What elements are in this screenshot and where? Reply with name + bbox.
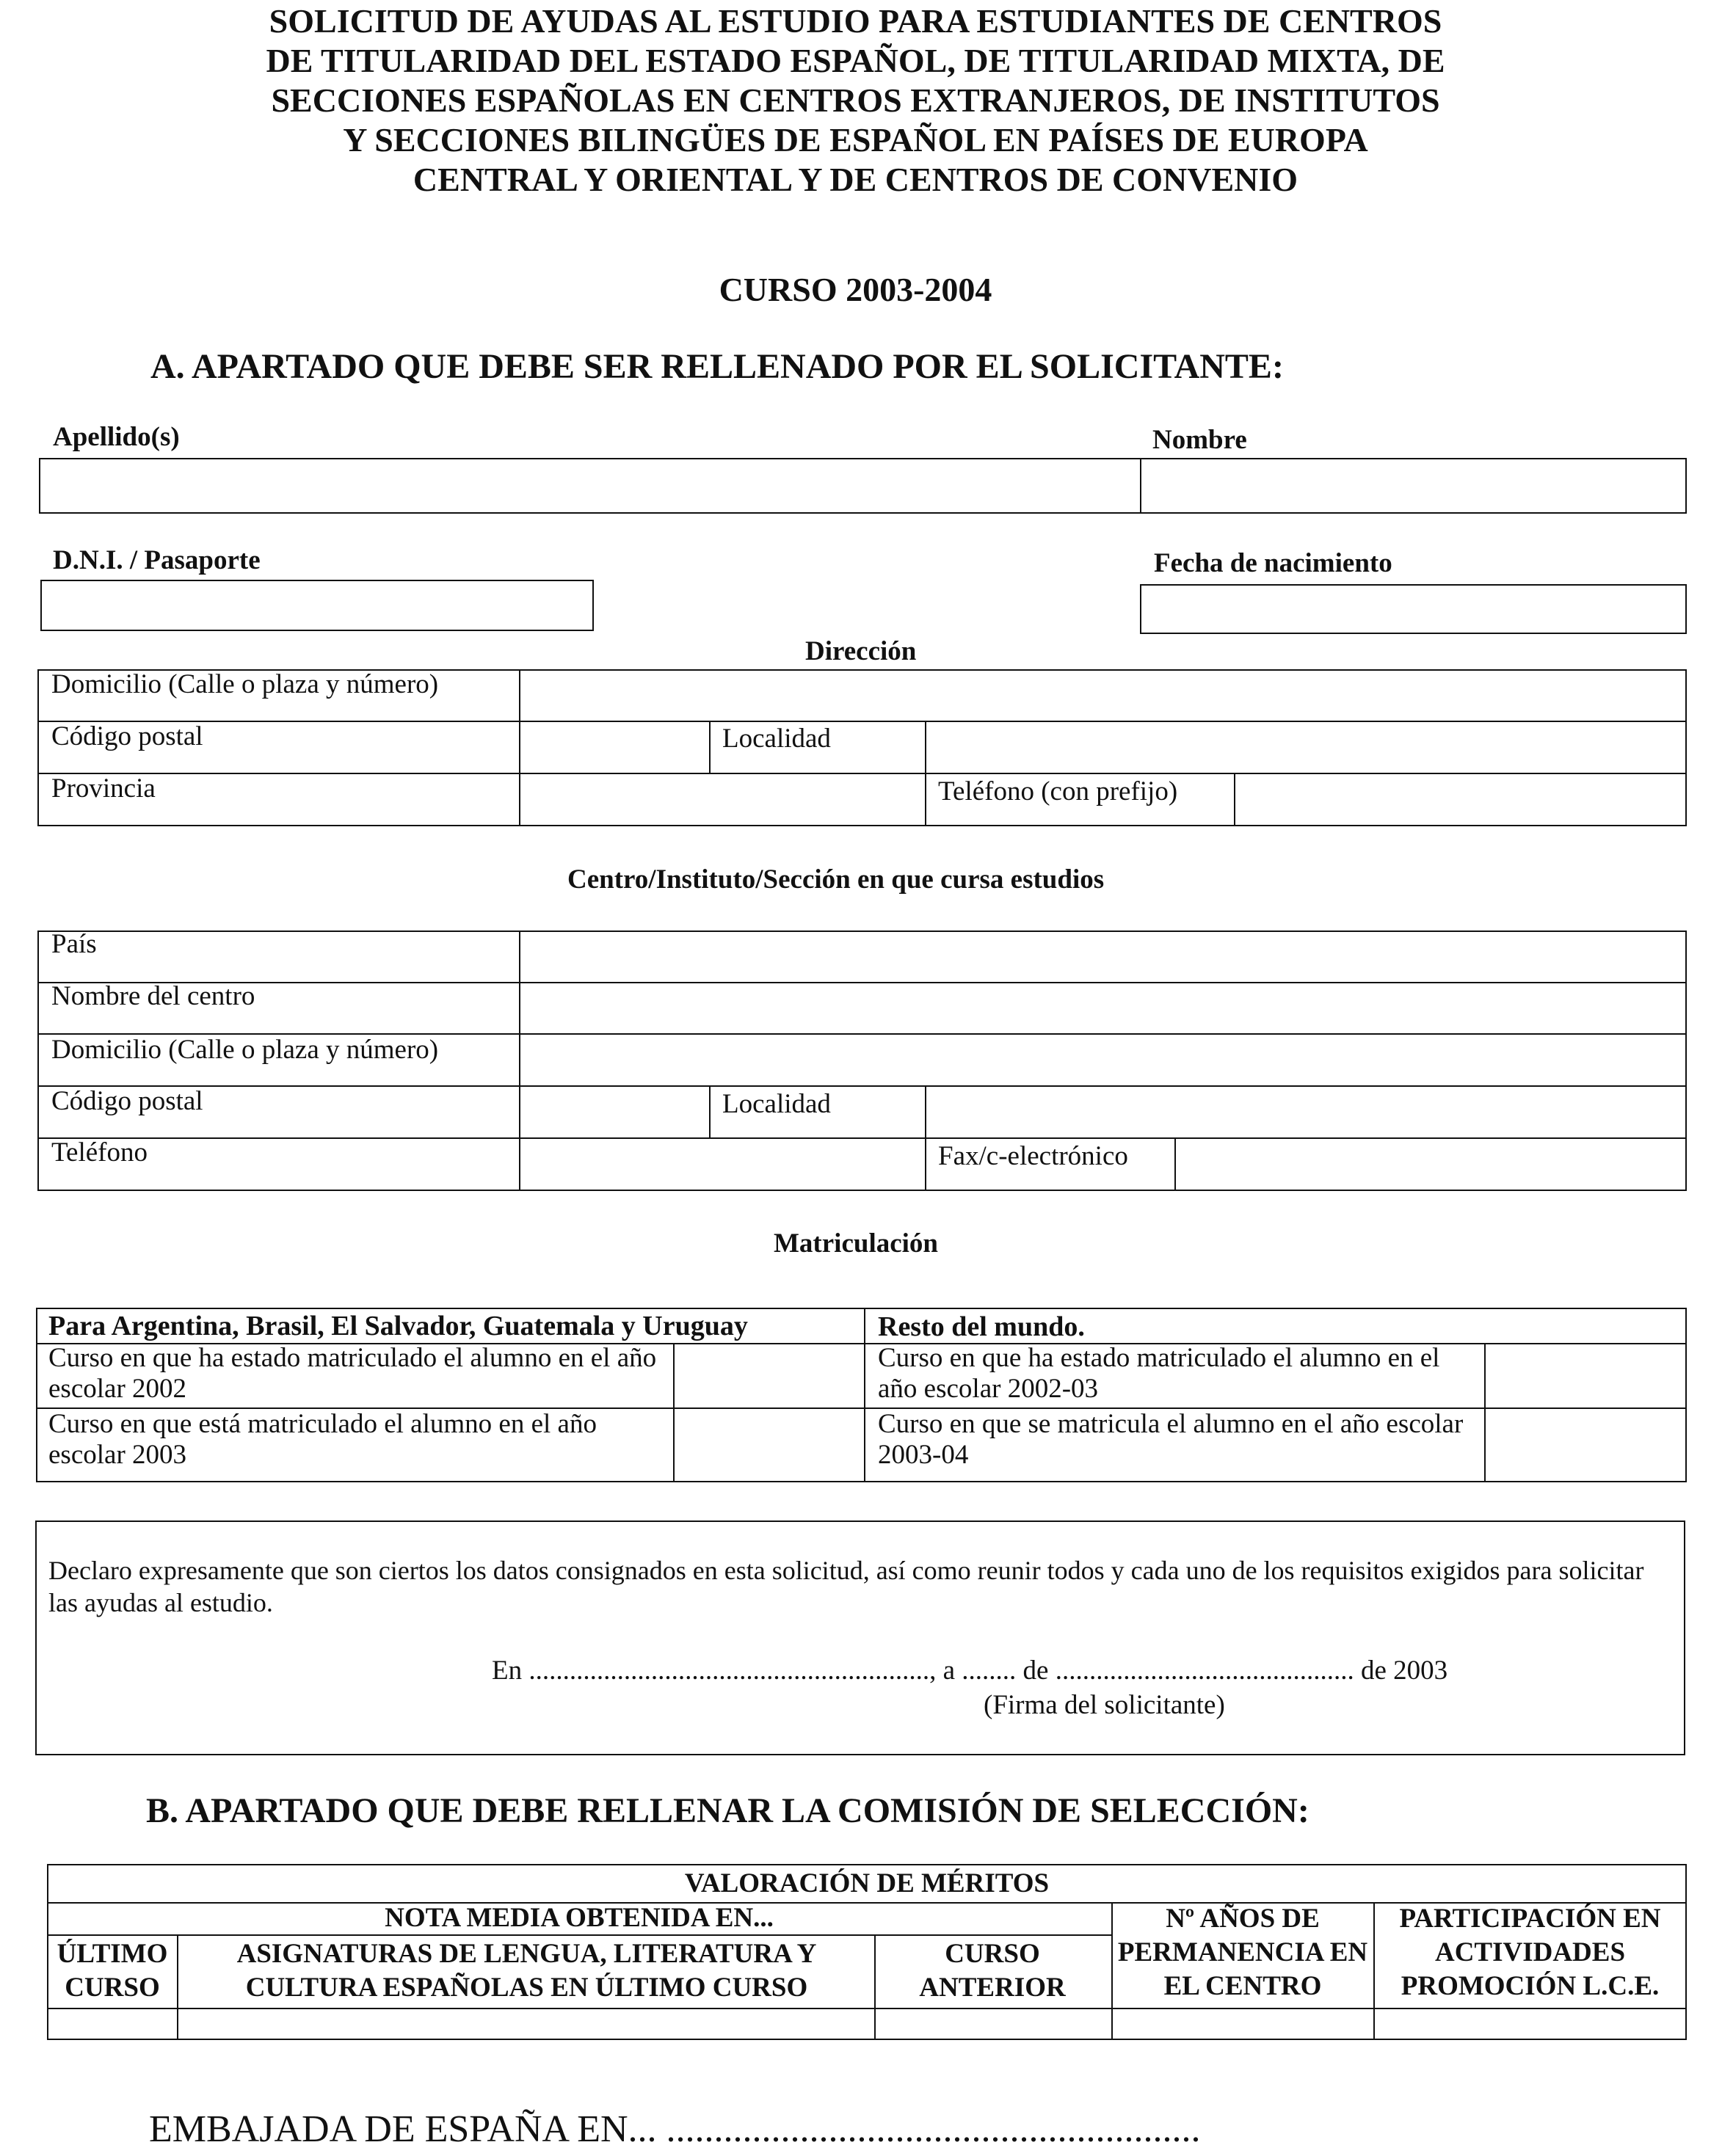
centro-telefono-field[interactable]	[520, 1139, 925, 1190]
centro-heading: Centro/Instituto/Sección en que cursa estudios	[567, 864, 1105, 895]
title-line-1: SOLICITUD DE AYUDAS AL ESTUDIO PARA ESTUDIANTES DE CENTROS	[269, 2, 1442, 40]
apellidos-label: Apellido(s)	[53, 422, 180, 452]
embajada-line: EMBAJADA DE ESPAÑA EN... ........................................................	[149, 2108, 1201, 2150]
nombre-label: Nombre	[1152, 425, 1247, 455]
declaracion-text: Declaro expresamente que son ciertos los datos consignados en esta solicitud, así como reunir todos y cada uno de los requisitos exigidos para solicitar las ayudas al estudio.	[48, 1556, 1644, 1617]
divider	[864, 1308, 865, 1482]
title-line-2: DE TITULARIDAD DEL ESTADO ESPAÑOL, DE TITULARIDAD MIXTA, DE	[266, 42, 1445, 79]
fax-field[interactable]	[1176, 1139, 1685, 1190]
title-line-5: CENTRAL Y ORIENTAL Y DE CENTROS DE CONVENIO	[413, 161, 1298, 198]
matriculacion-heading: Matriculación	[774, 1228, 939, 1259]
nombre-centro-label: Nombre del centro	[51, 981, 255, 1011]
participacion-header: PARTICIPACIÓN EN ACTIVIDADES PROMOCIÓN L.C.E.	[1399, 1904, 1661, 2001]
matriculacion-right-header: Resto del mundo.	[878, 1311, 1085, 1342]
dni-field[interactable]	[40, 580, 594, 631]
left-row2-field[interactable]	[675, 1409, 862, 1481]
participacion-field[interactable]	[1375, 2009, 1685, 2040]
centro-localidad-label: Localidad	[722, 1089, 831, 1119]
matriculacion-left-header: Para Argentina, Brasil, El Salvador, Guatemala y Uruguay	[48, 1311, 748, 1341]
left-row2-label: Curso en que está matriculado el alumno en el año escolar 2003	[48, 1409, 597, 1470]
left-row1-field[interactable]	[675, 1344, 862, 1407]
ultimo-curso-field[interactable]	[48, 2009, 177, 2040]
provincia-label: Provincia	[51, 773, 156, 804]
dni-label: D.N.I. / Pasaporte	[53, 545, 261, 575]
signature-label: (Firma del solicitante)	[984, 1690, 1225, 1720]
divider	[47, 1934, 1113, 1936]
right-row1-label: Curso en que ha estado matriculado el alumno en el año escolar 2002-03	[878, 1343, 1440, 1404]
fecha-nacimiento-label: Fecha de nacimiento	[1154, 548, 1392, 578]
anos-permanencia-field[interactable]	[1113, 2009, 1373, 2040]
codigo-postal-field[interactable]	[520, 722, 709, 773]
asignaturas-field[interactable]	[178, 2009, 874, 2040]
title-line-3: SECCIONES ESPAÑOLAS EN CENTROS EXTRANJEROS, DE INSTITUTOS	[271, 81, 1440, 119]
fecha-nacimiento-field[interactable]	[1140, 584, 1687, 634]
section-a-heading: A. APARTADO QUE DEBE SER RELLENADO POR EL SOLICITANTE:	[150, 347, 1284, 386]
asignaturas-header: ASIGNATURAS DE LENGUA, LITERATURA Y CULTURA ESPAÑOLAS EN ÚLTIMO CURSO	[236, 1939, 817, 2003]
nota-media-header: NOTA MEDIA OBTENIDA EN...	[385, 1903, 774, 1933]
telefono-label: Teléfono (con prefijo)	[938, 776, 1178, 806]
domicilio-field[interactable]	[520, 671, 1685, 721]
right-row2-field[interactable]	[1486, 1409, 1685, 1481]
centro-codigo-postal-field[interactable]	[520, 1087, 709, 1137]
left-row1-label: Curso en que ha estado matriculado el alumno en el año escolar 2002	[48, 1343, 657, 1404]
centro-codigo-postal-label: Código postal	[51, 1086, 203, 1116]
curso-anterior-header: CURSO ANTERIOR	[919, 1939, 1066, 2003]
localidad-field[interactable]	[926, 722, 1685, 773]
right-row1-field[interactable]	[1486, 1344, 1685, 1407]
nombre-field[interactable]	[1141, 459, 1685, 512]
section-b-heading: B. APARTADO QUE DEBE RELLENAR LA COMISIÓN DE SELECCIÓN:	[146, 1791, 1309, 1830]
divider	[709, 1085, 711, 1137]
localidad-label: Localidad	[722, 724, 831, 754]
centro-domicilio-label: Domicilio (Calle o plaza y número)	[51, 1035, 439, 1065]
provincia-field[interactable]	[520, 774, 925, 825]
curso-anterior-field[interactable]	[876, 2009, 1111, 2040]
anos-permanencia-header: Nº AÑOS DE PERMANENCIA EN EL CENTRO	[1117, 1904, 1368, 2001]
nombre-centro-field[interactable]	[520, 983, 1685, 1033]
declaracion-place-line[interactable]: En ..........................................................., a ........ de ............................................ de 2003	[492, 1656, 1448, 1686]
course-year: CURSO 2003-2004	[719, 271, 992, 308]
pais-field[interactable]	[520, 932, 1685, 982]
centro-telefono-label: Teléfono	[51, 1137, 148, 1168]
pais-label: País	[51, 929, 97, 959]
centro-domicilio-field[interactable]	[520, 1035, 1685, 1085]
title-line-4: Y SECCIONES BILINGÜES DE ESPAÑOL EN PAÍSES DE EUROPA	[343, 121, 1368, 159]
direccion-heading: Dirección	[805, 636, 917, 666]
apellidos-field[interactable]	[40, 459, 1141, 512]
ultimo-curso-header: ÚLTIMO CURSO	[57, 1939, 168, 2003]
telefono-field[interactable]	[1235, 774, 1685, 825]
fax-label: Fax/c-electrónico	[938, 1141, 1128, 1171]
centro-localidad-field[interactable]	[926, 1087, 1685, 1137]
form-title	[0, 1, 1711, 200]
right-row2-label: Curso en que se matricula el alumno en el año escolar 2003-04	[878, 1409, 1464, 1470]
valoracion-header: VALORACIÓN DE MÉRITOS	[684, 1868, 1050, 1898]
domicilio-label: Domicilio (Calle o plaza y número)	[51, 669, 439, 699]
divider	[709, 721, 711, 773]
codigo-postal-label: Código postal	[51, 721, 203, 751]
